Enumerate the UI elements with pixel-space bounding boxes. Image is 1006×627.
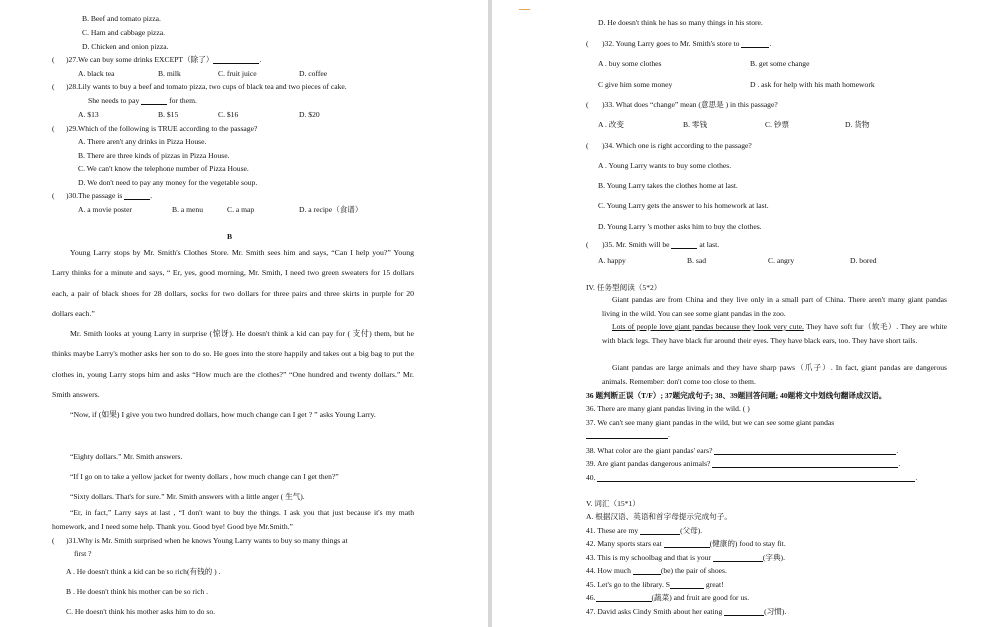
- q27-blank[interactable]: [213, 55, 259, 64]
- q28-stem-line2: She needs to pay for them.: [88, 96, 197, 105]
- q43-blank[interactable]: [713, 553, 763, 562]
- q35-stem: )35. Mr. Smith will be at last.: [602, 240, 720, 249]
- q38-blank[interactable]: [714, 446, 896, 455]
- panda-paragraph-2: Lots of people love giant pandas because they look very cute. They have soft fur（软毛）. They are white with black legs. They have black fur around their eyes. They have black ears, too. They have short tails.: [602, 322, 947, 345]
- q39-blank[interactable]: [712, 459, 898, 468]
- q44-blank[interactable]: [633, 566, 661, 575]
- dialog-line-3: “Sixty dollars. That's for sure.” Mr. Smith answers with a little anger ( 生气).: [70, 492, 305, 501]
- task-instructions: 36 题判断正误（T/F）; 37题完成句子; 38、39题回答问题; 40题将文中划线句翻译成汉语。: [586, 391, 887, 400]
- q28-option-c: C. $16: [218, 110, 239, 119]
- dialog-line-2: “If I go on to take a yellow jacket for twenty dollars , how much change can I get then?”: [70, 472, 339, 481]
- q32-option-b: B. get some change: [750, 59, 810, 68]
- q27-option-a: A. black tea: [78, 69, 115, 78]
- passage-paragraph-2: Mr. Smith looks at young Larry in surprise (惊讶). He doesn't think a kid can pay for ( 支付) them, but he thinks maybe Larry's mother asks her son to do so. He goes into the store happily and takes out a big bag to put the clothes in, young Larry stops him and asks “How much are the clothes?” “One hundred and twenty dollars.” Mr. Smith answers.: [52, 329, 414, 399]
- dialog-line-1: “Eighty dollars.” Mr. Smith answers.: [70, 452, 183, 461]
- q31-option-c: C. He doesn't think his mother asks him to do so.: [66, 607, 216, 616]
- q29-option-c: C. We can't know the telephone number of Pizza House.: [78, 164, 249, 173]
- q26-option-b: B. Beef and tomato pizza.: [82, 14, 161, 23]
- q31-option-b: B . He doesn't think his mother can be so rich .: [66, 587, 209, 596]
- q30-option-a: A. a movie poster: [78, 205, 132, 214]
- q36-stem: 36. There are many giant pandas living in the wild. ( ): [586, 404, 750, 413]
- q27-paren: (: [52, 55, 55, 64]
- q45-row: 45. Let's go to the library. S great!: [586, 580, 724, 589]
- q30-blank[interactable]: [124, 191, 150, 200]
- q36-answer-paren[interactable]: ( ): [742, 404, 750, 413]
- q45-blank[interactable]: [670, 580, 704, 589]
- q35-option-d: D. bored: [850, 256, 877, 265]
- q29-option-a: A. There aren't any drinks in Pizza House.: [78, 137, 207, 146]
- q33-option-a: A . 改变: [598, 120, 624, 129]
- q34-option-d: D. Young Larry 's mother asks him to buy the clothes.: [598, 222, 762, 231]
- q30-paren: (: [52, 191, 55, 200]
- exam-page-right: [492, 0, 1006, 627]
- q34-option-b: B. Young Larry takes the clothes home at last.: [598, 181, 738, 190]
- q33-paren: (: [586, 100, 589, 109]
- q30-stem: )30.The passage is .: [66, 191, 153, 200]
- q43-row: 43. This is my schoolbag and that is your (字典).: [586, 553, 785, 562]
- q42-blank[interactable]: [664, 539, 710, 548]
- q33-option-d: D. 货物: [845, 120, 870, 129]
- q26-option-c: C. Ham and cabbage pizza.: [82, 28, 166, 37]
- q31-stem: )31.Why is Mr. Smith surprised when he knows Young Larry wants to buy so many things at: [66, 536, 348, 545]
- q32-paren: (: [586, 39, 589, 48]
- q46-blank[interactable]: [596, 593, 652, 602]
- passage-paragraph-3: “Now, if (如果) I give you two hundred dollars, how much change can I get ? ” asks Young Larry.: [70, 410, 376, 419]
- q29-option-b: B. There are three kinds of pizzas in Pizza House.: [78, 151, 230, 160]
- section-4-heading: IV. 任务型阅读（5*2）: [586, 283, 662, 292]
- q32-blank[interactable]: [741, 39, 769, 48]
- q28-stem: )28.Lily wants to buy a beef and tomato pizza, two cups of black tea and two pieces of cake.: [66, 82, 347, 91]
- panda-underlined-sentence: Lots of people love giant pandas because they look very cute.: [612, 322, 804, 331]
- q37-blank[interactable]: [586, 430, 668, 439]
- q31-option-d: D. He doesn't think he has so many things in his store.: [598, 18, 763, 27]
- q42-row: 42. Many sports stars eat (健康的) food to stay fit.: [586, 539, 786, 548]
- q35-option-a: A. happy: [598, 256, 626, 265]
- q47-blank[interactable]: [724, 607, 764, 616]
- q34-stem: )34. Which one is right according to the passage?: [602, 141, 752, 150]
- q27-option-d: D. coffee: [299, 69, 328, 78]
- q34-option-c: C. Young Larry gets the answer to his homework at last.: [598, 201, 769, 210]
- dialog-line-4: “Er, in fact,” Larry says at last , “I don't want to buy the things. I ask you that just because it's my math homework, and I need some help. Thank you. Good bye! Good bye Mr.Smith.”: [52, 508, 414, 531]
- q27-stem: )27.We can buy some drinks EXCEPT（除了） .: [66, 55, 262, 64]
- vocab-part-a: A. 根据汉语、英语和首字母提示完成句子。: [586, 512, 732, 521]
- q41-blank[interactable]: [640, 526, 680, 535]
- q31-stem-line2: first ?: [74, 549, 92, 558]
- q28-option-a: A. $13: [78, 110, 99, 119]
- q44-row: 44. How much (be) the pair of shoes.: [586, 566, 727, 575]
- q40-blank[interactable]: [597, 473, 915, 482]
- q35-option-c: C. angry: [768, 256, 795, 265]
- q29-stem: )29.Which of the following is TRUE according to the passage?: [66, 124, 258, 133]
- q32-option-a: A . buy some clothes: [598, 59, 662, 68]
- q34-option-a: A . Young Larry wants to buy some clothes.: [598, 161, 732, 170]
- passage-paragraph-1: Young Larry stops by Mr. Smith's Clothes Store. Mr. Smith sees him and says, “Can I help you?” Young Larry thinks for a minute and says, “ Er, yes, good morning, Mr. Smith, I need two green sweaters for 15 dollars each, a pair of black shoes for 28 dollars, socks for two dollars for three pairs and three skirts in purple for 20 dollars each.”: [52, 248, 414, 318]
- section-b-heading: B: [227, 232, 233, 241]
- q33-option-b: B. 零钱: [683, 120, 708, 129]
- q26-option-d: D. Chicken and onion pizza.: [82, 42, 169, 51]
- q38-row: 38. What color are the giant pandas' ears? .: [586, 446, 899, 455]
- page-corner-mark: [519, 9, 530, 10]
- q31-paren: (: [52, 536, 55, 545]
- q35-blank[interactable]: [671, 240, 697, 249]
- q30-option-d: D. a recipe（食谱）: [299, 205, 363, 214]
- q35-option-b: B. sad: [687, 256, 706, 265]
- q37-answer: .: [586, 430, 670, 439]
- q35-paren: (: [586, 240, 589, 249]
- q46-row: 46. (蔬菜) and fruit are good for us.: [586, 593, 750, 602]
- q41-row: 41. These are my (父母).: [586, 526, 703, 535]
- panda-paragraph-1: Giant pandas are from China and they live only in a small part of China. There aren't many giant pandas living in the wild. You can see some giant pandas in the zoo.: [602, 295, 947, 318]
- q37-stem: 37. We can't see many giant pandas in the wild, but we can see some giant pandas: [586, 418, 835, 427]
- section-5-heading: V. 词汇（15*1）: [586, 499, 640, 508]
- q28-blank[interactable]: [141, 96, 167, 105]
- q29-paren: (: [52, 124, 55, 133]
- q28-option-b: B. $15: [158, 110, 179, 119]
- q40-row: 40. .: [586, 473, 918, 482]
- q33-stem: )33. What does “change” mean (意思是 ) in this passage?: [602, 100, 778, 109]
- q28-paren: (: [52, 82, 55, 91]
- q29-option-d: D. We don't need to pay any money for the vegetable soup.: [78, 178, 258, 187]
- q27-option-c: C. fruit juice: [218, 69, 257, 78]
- q39-row: 39. Are giant pandas dangerous animals? .: [586, 459, 901, 468]
- q31-option-a: A . He doesn't think a kid can be so rich(有钱的 ) .: [66, 567, 221, 576]
- q32-option-d: D . ask for help with his math homework: [750, 80, 875, 89]
- q27-option-b: B. milk: [158, 69, 181, 78]
- q34-paren: (: [586, 141, 589, 150]
- q30-option-b: B. a menu: [172, 205, 204, 214]
- q32-stem: )32. Young Larry goes to Mr. Smith's store to .: [602, 39, 772, 48]
- exam-page-left: [0, 0, 488, 627]
- q28-option-d: D. $20: [299, 110, 320, 119]
- q32-option-c: C give him some money: [598, 80, 673, 89]
- q47-row: 47. David asks Cindy Smith about her eating (习惯).: [586, 607, 787, 616]
- q30-option-c: C. a map: [227, 205, 255, 214]
- q33-option-c: C. 钞票: [765, 120, 790, 129]
- panda-paragraph-3: Giant pandas are large animals and they have sharp paws（爪子）. In fact, giant pandas are dangerous animals. Remember: don't come too close to them.: [602, 363, 947, 386]
